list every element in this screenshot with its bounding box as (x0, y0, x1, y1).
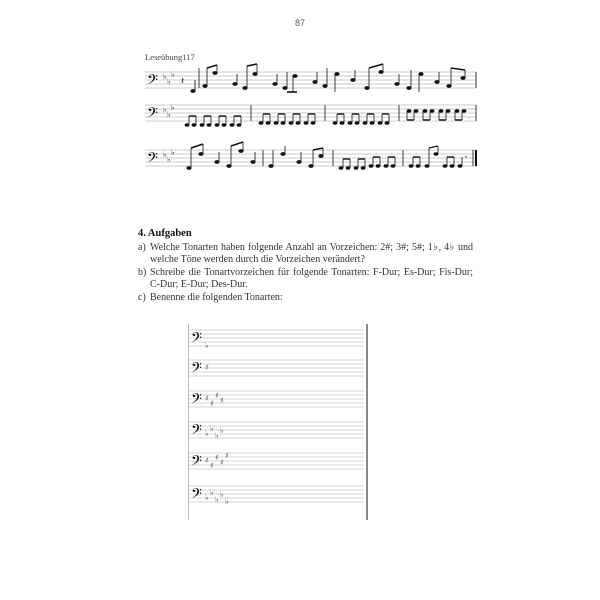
key-signature-staff-2 (189, 356, 364, 382)
task-item-a (138, 242, 473, 267)
svg-text:♯: ♯ (225, 451, 229, 460)
svg-text:♯: ♯ (220, 396, 224, 405)
svg-text:♭: ♭ (163, 150, 167, 159)
svg-text:♭: ♭ (215, 431, 219, 440)
svg-text:♯: ♯ (210, 461, 214, 470)
task-text: Welche Tonarten haben folgende Anzahl an Vorzeichen: 2#; 3#; 5#; 1♭, 4♭ und welche Töne werden durch die Vorzeichen verändert? (150, 241, 473, 266)
flat-icon (205, 341, 209, 350)
svg-text:♭: ♭ (167, 77, 171, 86)
svg-text:♭: ♭ (205, 493, 209, 502)
sharp-icons (205, 451, 229, 470)
task-letter: a) (138, 241, 146, 253)
svg-text:♭: ♭ (167, 155, 171, 164)
svg-text:♭: ♭ (205, 429, 209, 438)
svg-text:♭: ♭ (167, 110, 171, 119)
svg-text:♭: ♭ (220, 490, 224, 499)
svg-text:♯: ♯ (215, 391, 219, 400)
task-item-c (138, 292, 473, 305)
key-signature-staff-4 (189, 418, 364, 444)
svg-text:♯: ♯ (205, 456, 209, 465)
svg-text:♯: ♯ (210, 399, 214, 408)
bass-clef-icon: 𝄢 (191, 453, 202, 473)
flat-icons (205, 488, 229, 506)
bass-clef-icon: 𝄢 (191, 330, 202, 350)
svg-text:♭: ♭ (163, 72, 167, 81)
flat-icons (205, 424, 224, 440)
svg-text:𝄢: 𝄢 (147, 150, 158, 170)
music-staff-line-3 (145, 140, 480, 174)
svg-text:♭: ♭ (171, 103, 175, 112)
svg-text:𝄾: 𝄾 (465, 153, 468, 162)
tasks-section (138, 228, 473, 305)
svg-text:♭: ♭ (205, 341, 209, 350)
svg-text:♭: ♭ (171, 148, 175, 157)
key-signature-staff-3 (189, 387, 364, 413)
key-signature-staff-6 (189, 482, 364, 508)
music-staff-line-1 (145, 62, 480, 96)
svg-text:♭: ♭ (225, 497, 229, 506)
tasks-heading: 4. Aufgaben (138, 228, 192, 239)
svg-text:♭: ♭ (215, 495, 219, 504)
task-letter: b) (138, 266, 147, 278)
svg-text:𝄢: 𝄢 (147, 105, 158, 125)
task-text: Schreibe die Tonartvorzeichen für folgende Tonarten: F-Dur; Es-Dur; Fis-Dur; C-Dur; E-Dur; Des-Dur. (150, 266, 473, 291)
svg-text:𝄽: 𝄽 (181, 76, 185, 87)
sharp-icons (205, 391, 224, 408)
bass-clef-icon: 𝄢 (191, 486, 202, 506)
key-signature-staff-1 (189, 326, 364, 352)
svg-text:♯: ♯ (205, 363, 209, 372)
svg-text:♭: ♭ (220, 426, 224, 435)
svg-text:♭: ♭ (210, 424, 214, 433)
exercise-label: Leseübung117 (145, 52, 195, 62)
bass-clef-icon: 𝄢 (191, 391, 202, 411)
svg-text:𝄢: 𝄢 (147, 72, 158, 92)
bass-clef-icon: 𝄢 (191, 422, 202, 442)
sharp-icon (205, 363, 209, 372)
task-text: Benenne die folgenden Tonarten: (150, 291, 283, 303)
key-signature-staff-5 (189, 449, 364, 475)
music-staff-line-2 (145, 98, 480, 128)
page-number: 87 (294, 18, 305, 28)
svg-text:♭: ♭ (163, 105, 167, 114)
svg-text:♭: ♭ (210, 488, 214, 497)
task-item-b (138, 267, 473, 292)
bass-clef-icon: 𝄢 (191, 360, 202, 380)
svg-text:♯: ♯ (215, 453, 219, 462)
svg-text:♯: ♯ (205, 394, 209, 403)
svg-text:♯: ♯ (220, 458, 224, 467)
task-letter: c) (138, 291, 146, 303)
svg-text:♭: ♭ (171, 70, 175, 79)
